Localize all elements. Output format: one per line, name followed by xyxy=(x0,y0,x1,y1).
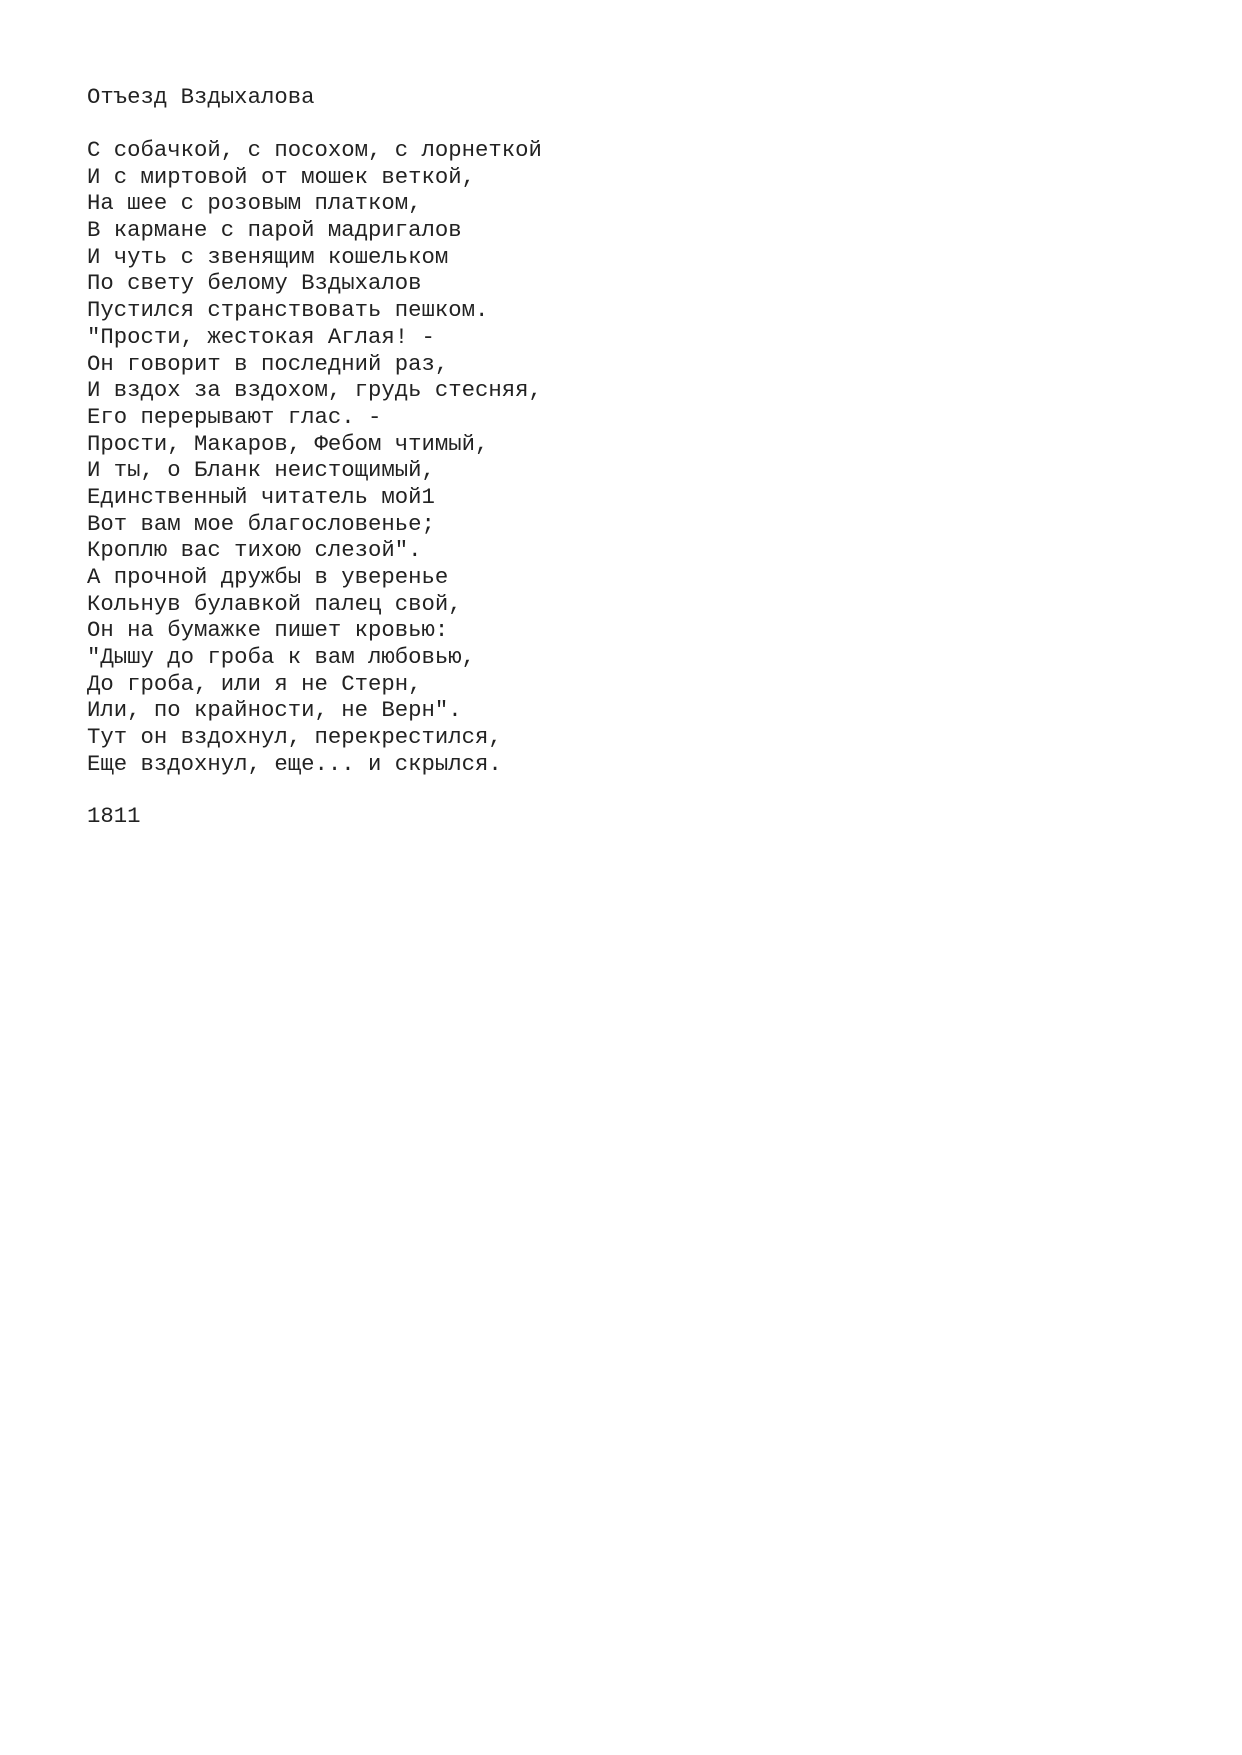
poem-line: Его перерывают глас. - xyxy=(87,403,382,430)
poem-line: По свету белому Вздыхалов xyxy=(87,270,422,297)
poem-line: Он говорит в последний раз, xyxy=(87,350,449,377)
poem-line: И чуть с звенящим кошельком xyxy=(87,243,449,270)
poem-line: Пустился странствовать пешком. xyxy=(87,297,489,324)
poem-line: В кармане с парой мадригалов xyxy=(87,217,462,244)
poem-body xyxy=(87,137,542,778)
poem-line: А прочной дружбы в уверенье xyxy=(87,564,449,590)
poem-line: "Дышу до гроба к вам любовью, xyxy=(87,644,476,671)
poem-line: Кольнув булавкой палец свой, xyxy=(87,590,462,617)
poem-line: Он на бумажке пишет кровью: xyxy=(87,617,449,644)
poem-line: Еще вздохнул, еще... и скрылся. xyxy=(87,750,502,777)
poem-line: Или, по крайности, не Верн". xyxy=(87,697,462,724)
poem-line: И ты, о Бланк неистощимый, xyxy=(87,457,435,484)
poem-year: 1811 xyxy=(87,803,141,829)
poem-line: Прости, Макаров, Фебом чтимый, xyxy=(87,430,489,457)
poem-line: И с миртовой от мошек веткой, xyxy=(87,163,476,190)
poem-line: Единственный читатель мой1 xyxy=(87,483,435,510)
poem-line: Кроплю вас тихою слезой". xyxy=(87,537,422,564)
poem-line: Вот вам мое благословенье; xyxy=(87,510,435,537)
poem-title: Отъезд Вздыхалова xyxy=(87,84,315,110)
poem-line: С собачкой, с посохом, с лорнеткой xyxy=(87,137,542,163)
poem-line: До гроба, или я не Стерн, xyxy=(87,670,422,697)
poem-line: И вздох за вздохом, грудь стесняя, xyxy=(87,377,542,404)
poem-line: "Прости, жестокая Аглая! - xyxy=(87,323,435,350)
poem-line: На шее с розовым платком, xyxy=(87,190,422,217)
poem-line: Тут он вздохнул, перекрестился, xyxy=(87,724,502,751)
